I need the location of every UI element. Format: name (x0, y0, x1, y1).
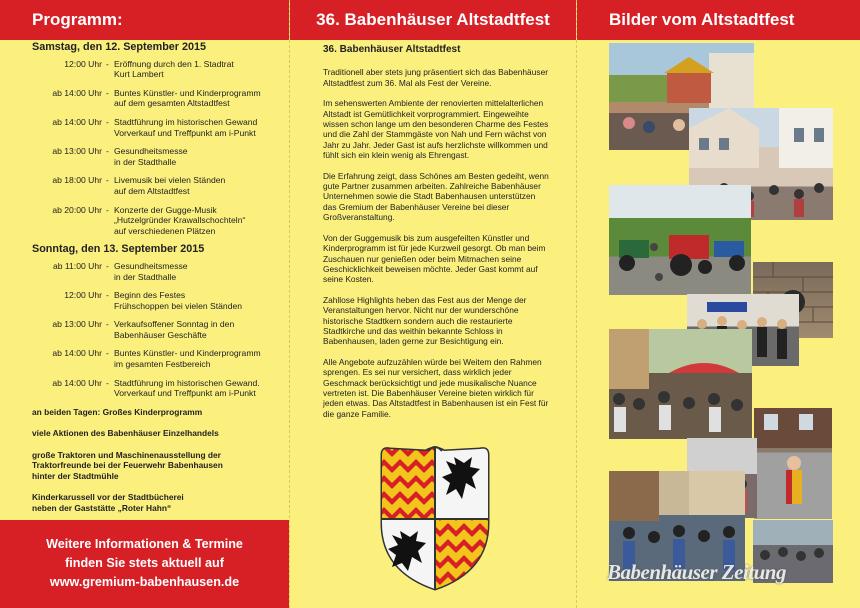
event-description: Livemusik bei vielen Ständen auf dem Altstadtfest (114, 175, 226, 196)
event-separator: - (106, 146, 109, 157)
event-separator: - (106, 377, 109, 388)
event-separator: - (106, 87, 109, 98)
photos-header: Bilder vom Altstadtfest (577, 0, 860, 40)
article-paragraphs (323, 67, 551, 419)
event-separator: - (106, 348, 109, 359)
article-paragraph: Von der Guggemusik bis zum ausgefeilten Künstler und Kinderprogramm ist für jede Kurzweil gesorgt. Ob man beim Zuschauen nur genießen oder beim Mitmachen seine Geschicklichkeit beweisen möchte. Jeder Gast kommt auf seine Kosten. (323, 232, 546, 285)
article-body (323, 45, 551, 429)
event-description: Konzerte der Gugge-Musik „Hutzelgründer Krawallschochteln“ auf verschiedenen Plätzen (114, 204, 246, 236)
event-time: ab 13:00 Uhr (52, 146, 102, 157)
highlight-item: an beiden Tagen: Großes Kinderprogramm (32, 406, 203, 417)
highlight-item: große Traktoren und Maschinenausstellung der Traktorfreunde bei der Feuerwehr Babenhausen hinter der Stadtmühle (32, 449, 223, 481)
event-separator: - (106, 58, 109, 69)
day-title: Sonntag, den 13. September 2015 (32, 243, 205, 256)
article-panel (289, 0, 576, 608)
event-description: Beginn des Festes Frühschoppen bei vielen Ständen (114, 290, 243, 311)
website-link[interactable]: www.gremium-babenhausen.de (49, 575, 240, 589)
day-title: Samstag, den 12. September 2015 (32, 41, 207, 53)
program-schedule (32, 42, 282, 546)
article-paragraph: Alle Angebote aufzuzählen würde bei Weitem den Rahmen sprengen. Es sei nur versichert, dass wirklich jeder Geschmack berücksichtigt und jede musikalische Nuance vertreten ist. Die Babenhäuser Vereine bieten wirklich für jeden etwas. Das Altstadtfest in Babenhausen ist ein Fest für die ganze Familie. (323, 356, 549, 419)
schedule-event (32, 261, 282, 282)
schedule-event (32, 88, 282, 109)
schedule-event (32, 146, 282, 167)
schedule-event (32, 59, 282, 80)
schedule-event (32, 175, 282, 196)
article-paragraph: Traditionell aber stets jung präsentiert sich das Babenhäuser Altstadtfest zum 36. Mal als Fest der Vereine. (323, 67, 549, 88)
schedule-event (32, 205, 282, 237)
event-time: ab 13:00 Uhr (52, 319, 102, 330)
event-time: ab 20:00 Uhr (52, 204, 102, 215)
photo-clown (754, 408, 832, 519)
article-header: 36. Babenhäuser Altstadtfest (290, 0, 576, 40)
event-description: Gesundheitsmesse in der Stadthalle (114, 146, 188, 167)
event-separator: - (106, 175, 109, 186)
program-panel (0, 0, 289, 608)
highlight-item: viele Aktionen des Babenhäuser Einzelhandels (32, 428, 219, 439)
schedule-event (32, 378, 282, 399)
event-time: ab 14:00 Uhr (52, 377, 102, 388)
event-description: Gesundheitsmesse in der Stadthalle (114, 260, 188, 282)
article-paragraph: Im sehenswerten Ambiente der renovierten mittelalterlichen Altstadt ist Gemütlichkeit vorprogrammiert. Eingeweihte wissen schon lange um den besonderen Charme des Festes und die Zahl der Stammgäste von Nah und Fern wächst von Jahr zu Jahr. Jeder Gast ist aufs herzlichste willkommen und fühlt sich ein klein wenig als Ehrengast. (323, 98, 549, 161)
coat-of-arms-icon (376, 443, 494, 593)
photos-panel (576, 0, 860, 608)
event-time: ab 14:00 Uhr (52, 116, 102, 127)
event-description: Stadtführung im historischen Gewand. Vorverkauf und Treffpunkt am i-Punkt (114, 377, 260, 399)
event-description: Buntes Künstler- und Kinderprogramm auf dem gesamten Altstadtfest (114, 87, 261, 109)
event-description: Buntes Künstler- und Kinderprogramm im gesamten Festbereich (114, 348, 261, 370)
photo-tractors (609, 185, 751, 295)
schedule-event (32, 117, 282, 138)
event-separator: - (106, 116, 109, 127)
photo-tent-crowd (609, 329, 752, 439)
article-paragraph: Zahllose Highlights heben das Fest aus der Menge der Veranstaltungen hervor. Nicht nur der wunderschöne historische Stadtkern sondern auch die restaurierte Stadtkirche und das weithin bekannte Schloss in Babenhausen, laden gerne zur Besichtigung ein. (323, 294, 527, 347)
event-time: ab 18:00 Uhr (52, 175, 102, 186)
event-separator: - (106, 290, 109, 301)
schedule-event (32, 348, 282, 369)
article-title: 36. Babenhäuser Altstadtfest (323, 44, 461, 55)
event-description: Eröffnung durch den 1. Stadtrat Kurt Lambert (114, 58, 234, 80)
info-box (0, 520, 289, 608)
event-description: Stadtführung im historischen Gewand Vorverkauf und Treffpunkt am i-Punkt (114, 116, 258, 138)
event-separator: - (106, 319, 109, 330)
event-time: ab 14:00 Uhr (52, 348, 102, 359)
event-separator: - (106, 204, 109, 215)
event-separator: - (106, 260, 109, 271)
event-time: ab 11:00 Uhr (52, 260, 102, 271)
schedule-event (32, 290, 282, 311)
event-time: 12:00 Uhr (64, 58, 102, 69)
info-line-1: Weitere Informationen & Termine (46, 537, 243, 551)
highlight-item: Kinderkarussell vor der Stadtbücherei neben der Gaststätte „Roter Hahn“ (32, 492, 184, 513)
schedule-event (32, 319, 282, 340)
event-time: ab 14:00 Uhr (52, 87, 102, 98)
event-description: Verkaufsoffener Sonntag in den Babenhäuser Geschäfte (114, 319, 235, 340)
article-paragraph: Die Erfahrung zeigt, dass Schönes am Besten gedeiht, wenn gute Partner zusammen arbeiten. Zahlreiche Babenhäuser Unternehmen sowie die Stadt Babenhausen unterstützen das Gremium der Babenhäuser Vereine bei dieser Großveranstaltung. (323, 170, 549, 223)
info-line-2: finden Sie stets aktuell auf (65, 556, 224, 570)
photo-credit: Babenhäuser Zeitung (607, 560, 786, 584)
program-header: Programm: (0, 0, 289, 40)
event-time: 12:00 Uhr (64, 290, 102, 301)
